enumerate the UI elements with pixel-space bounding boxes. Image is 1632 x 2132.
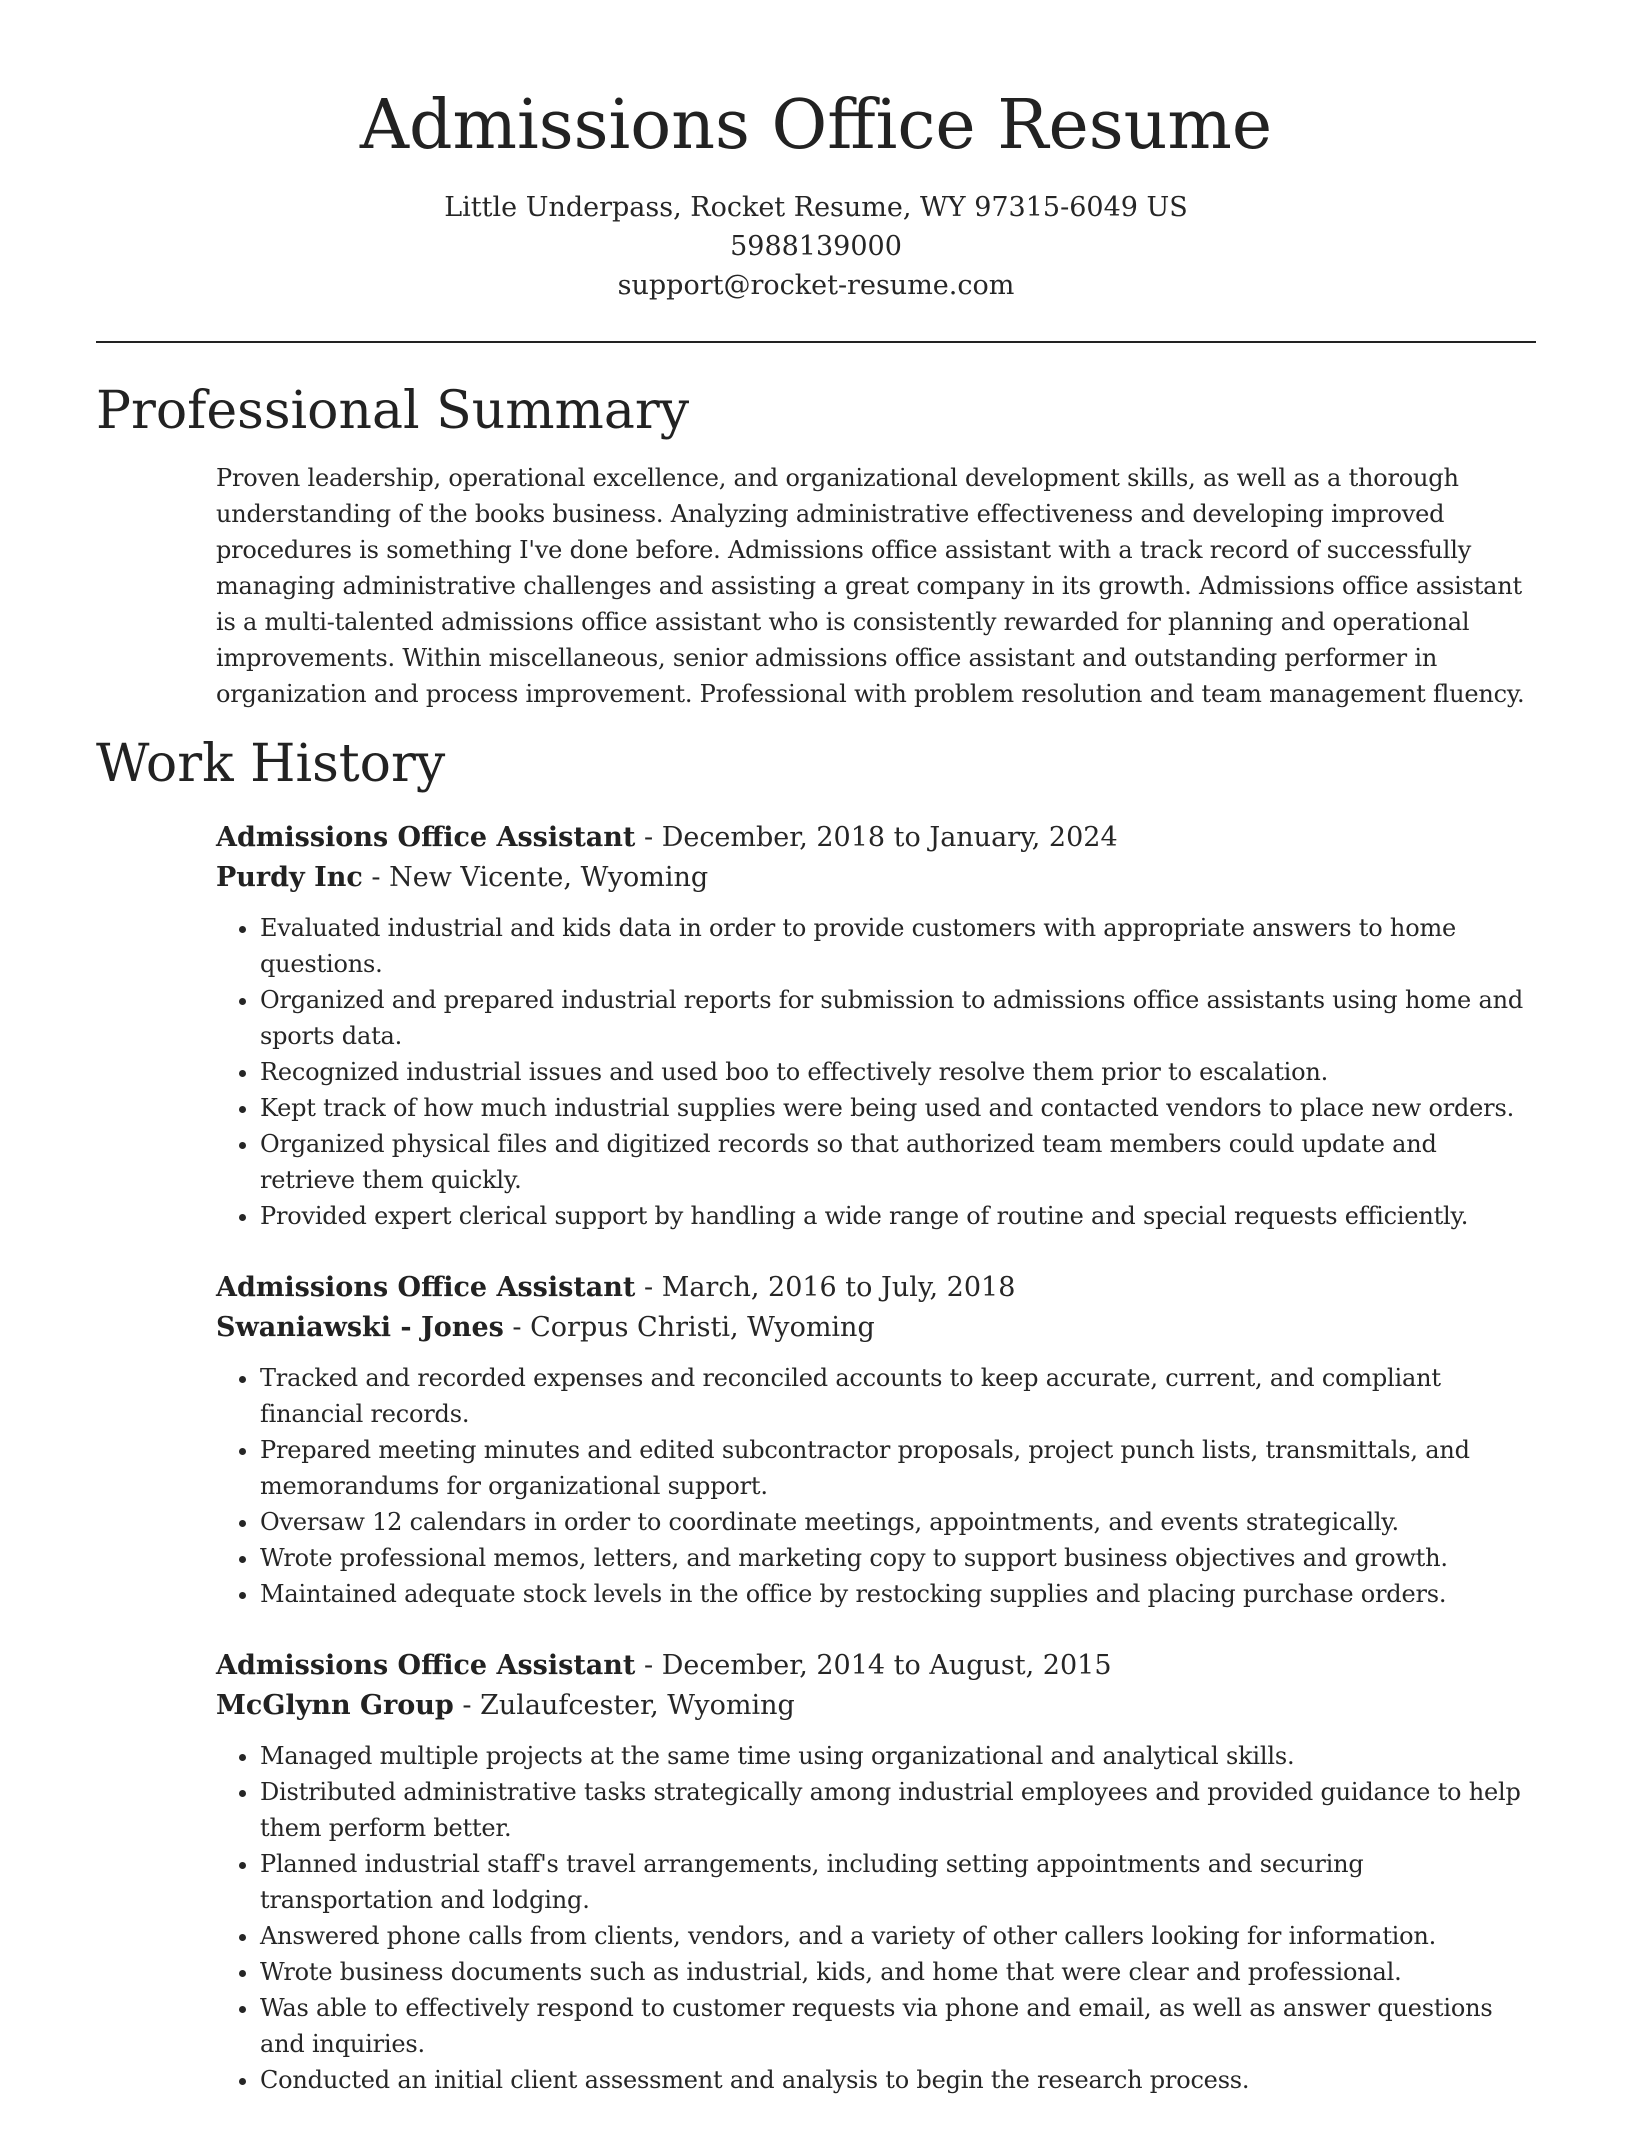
job-company: Purdy Inc (216, 862, 363, 893)
job-entry (216, 818, 1536, 1234)
job-bullet: • Maintained adequate stock levels in the office by restocking supplies and placing purchase orders. (260, 1576, 1536, 1612)
job-bullet: • Organized physical files and digitized records so that authorized team members could update and retrieve them quickly. (260, 1126, 1536, 1198)
work-history-list (216, 818, 1536, 2132)
job-bullet: • Kept track of how much industrial supplies were being used and contacted vendors to place new orders. (260, 1090, 1536, 1126)
job-bullet: • Distributed administrative tasks strategically among industrial employees and provided guidance to help them perform better. (260, 1774, 1536, 1846)
job-location: New Vicente, Wyoming (389, 862, 709, 893)
job-location: Zulaufcester, Wyoming (480, 1690, 795, 1721)
job-bullet: • Wrote professional memos, letters, and marketing copy to support business objectives and growth. (260, 1540, 1536, 1576)
job-bullet: • Provided expert clerical support by handling a wide range of routine and special requests efficiently. (260, 1198, 1536, 1234)
job-company: Swaniawski - Jones (216, 1312, 504, 1343)
job-dates: March, 2016 to July, 2018 (661, 1272, 1016, 1303)
job-bullet: • Evaluated industrial and kids data in order to provide customers with appropriate answers to home questions. (260, 910, 1536, 982)
separator: - (362, 862, 390, 893)
job-title: Admissions Office Assistant (216, 1272, 636, 1303)
job-bullet: • Managed multiple projects at the same time using organizational and analytical skills. (260, 1738, 1536, 1774)
separator: - (635, 822, 662, 853)
summary-text: Proven leadership, operational excellence, and organizational development skills, as well as a thorough understanding of the books business. Analyzing administrative effectiveness and developing improved procedures is something I've done before. Admissions office assistant with a track record of successfully managing administrative challenges and assisting a great company in its growth. Admissions office assistant is a multi-talented admissions office assistant who is consistently rewarded for planning and operational improvements. Within miscellaneous, senior admissions office assistant and outstanding performer in organization and process improvement. Professional with problem resolution and team management fluency. (216, 464, 1525, 708)
job-entry (216, 1646, 1536, 2098)
contact-phone: 5988139000 (730, 231, 902, 262)
separator: - (453, 1690, 481, 1721)
job-bullet-list (216, 1738, 1536, 2098)
job-company-line (216, 1308, 1536, 1348)
job-dates: December, 2014 to August, 2015 (661, 1650, 1112, 1681)
separator: - (635, 1272, 662, 1303)
job-company-line (216, 1686, 1536, 1726)
job-bullet: • Oversaw 12 calendars in order to coordinate meetings, appointments, and events strategically. (260, 1504, 1536, 1540)
job-bullet: • Tracked and recorded expenses and reconciled accounts to keep accurate, current, and compliant financial records. (260, 1360, 1536, 1432)
separator: - (635, 1650, 662, 1681)
job-bullet: • Prepared meeting minutes and edited subcontractor proposals, project punch lists, transmittals, and memorandums for organizational support. (260, 1432, 1536, 1504)
job-dates: December, 2018 to January, 2024 (661, 822, 1118, 853)
job-bullet-list (216, 910, 1536, 1234)
job-title-line (216, 818, 1536, 858)
resume-header (0, 0, 1632, 305)
resume-title: Admissions Office Resume (359, 86, 1273, 165)
contact-info (0, 188, 1632, 305)
job-bullet: • Recognized industrial issues and used boo to effectively resolve them prior to escalation. (260, 1054, 1536, 1090)
work-history-heading: Work History (96, 734, 446, 794)
job-bullet: • Was able to effectively respond to customer requests via phone and email, as well as answer questions and inquiries. (260, 1990, 1536, 2062)
job-title-line (216, 1646, 1536, 1686)
job-bullet: • Conducted an initial client assessment and analysis to begin the research process. (260, 2062, 1536, 2098)
job-company: McGlynn Group (216, 1690, 454, 1721)
job-bullet: • Organized and prepared industrial reports for submission to admissions office assistants using home and sports data. (260, 982, 1536, 1054)
summary-heading: Professional Summary (96, 381, 690, 441)
job-title-line (216, 1268, 1536, 1308)
job-company-line (216, 858, 1536, 898)
job-bullet-list (216, 1360, 1536, 1612)
separator: - (503, 1312, 531, 1343)
job-title: Admissions Office Assistant (216, 1650, 636, 1681)
contact-email: support@rocket-resume.com (617, 270, 1015, 301)
job-title: Admissions Office Assistant (216, 822, 636, 853)
job-location: Corpus Christi, Wyoming (530, 1312, 875, 1343)
contact-address: Little Underpass, Rocket Resume, WY 97315-6049 US (444, 192, 1188, 223)
header-divider (96, 341, 1536, 343)
job-bullet: • Wrote business documents such as industrial, kids, and home that were clear and professional. (260, 1954, 1536, 1990)
job-entry (216, 1268, 1536, 1612)
job-bullet: • Planned industrial staff's travel arrangements, including setting appointments and securing transportation and lodging. (260, 1846, 1536, 1918)
job-bullet: • Answered phone calls from clients, vendors, and a variety of other callers looking for information. (260, 1918, 1536, 1954)
